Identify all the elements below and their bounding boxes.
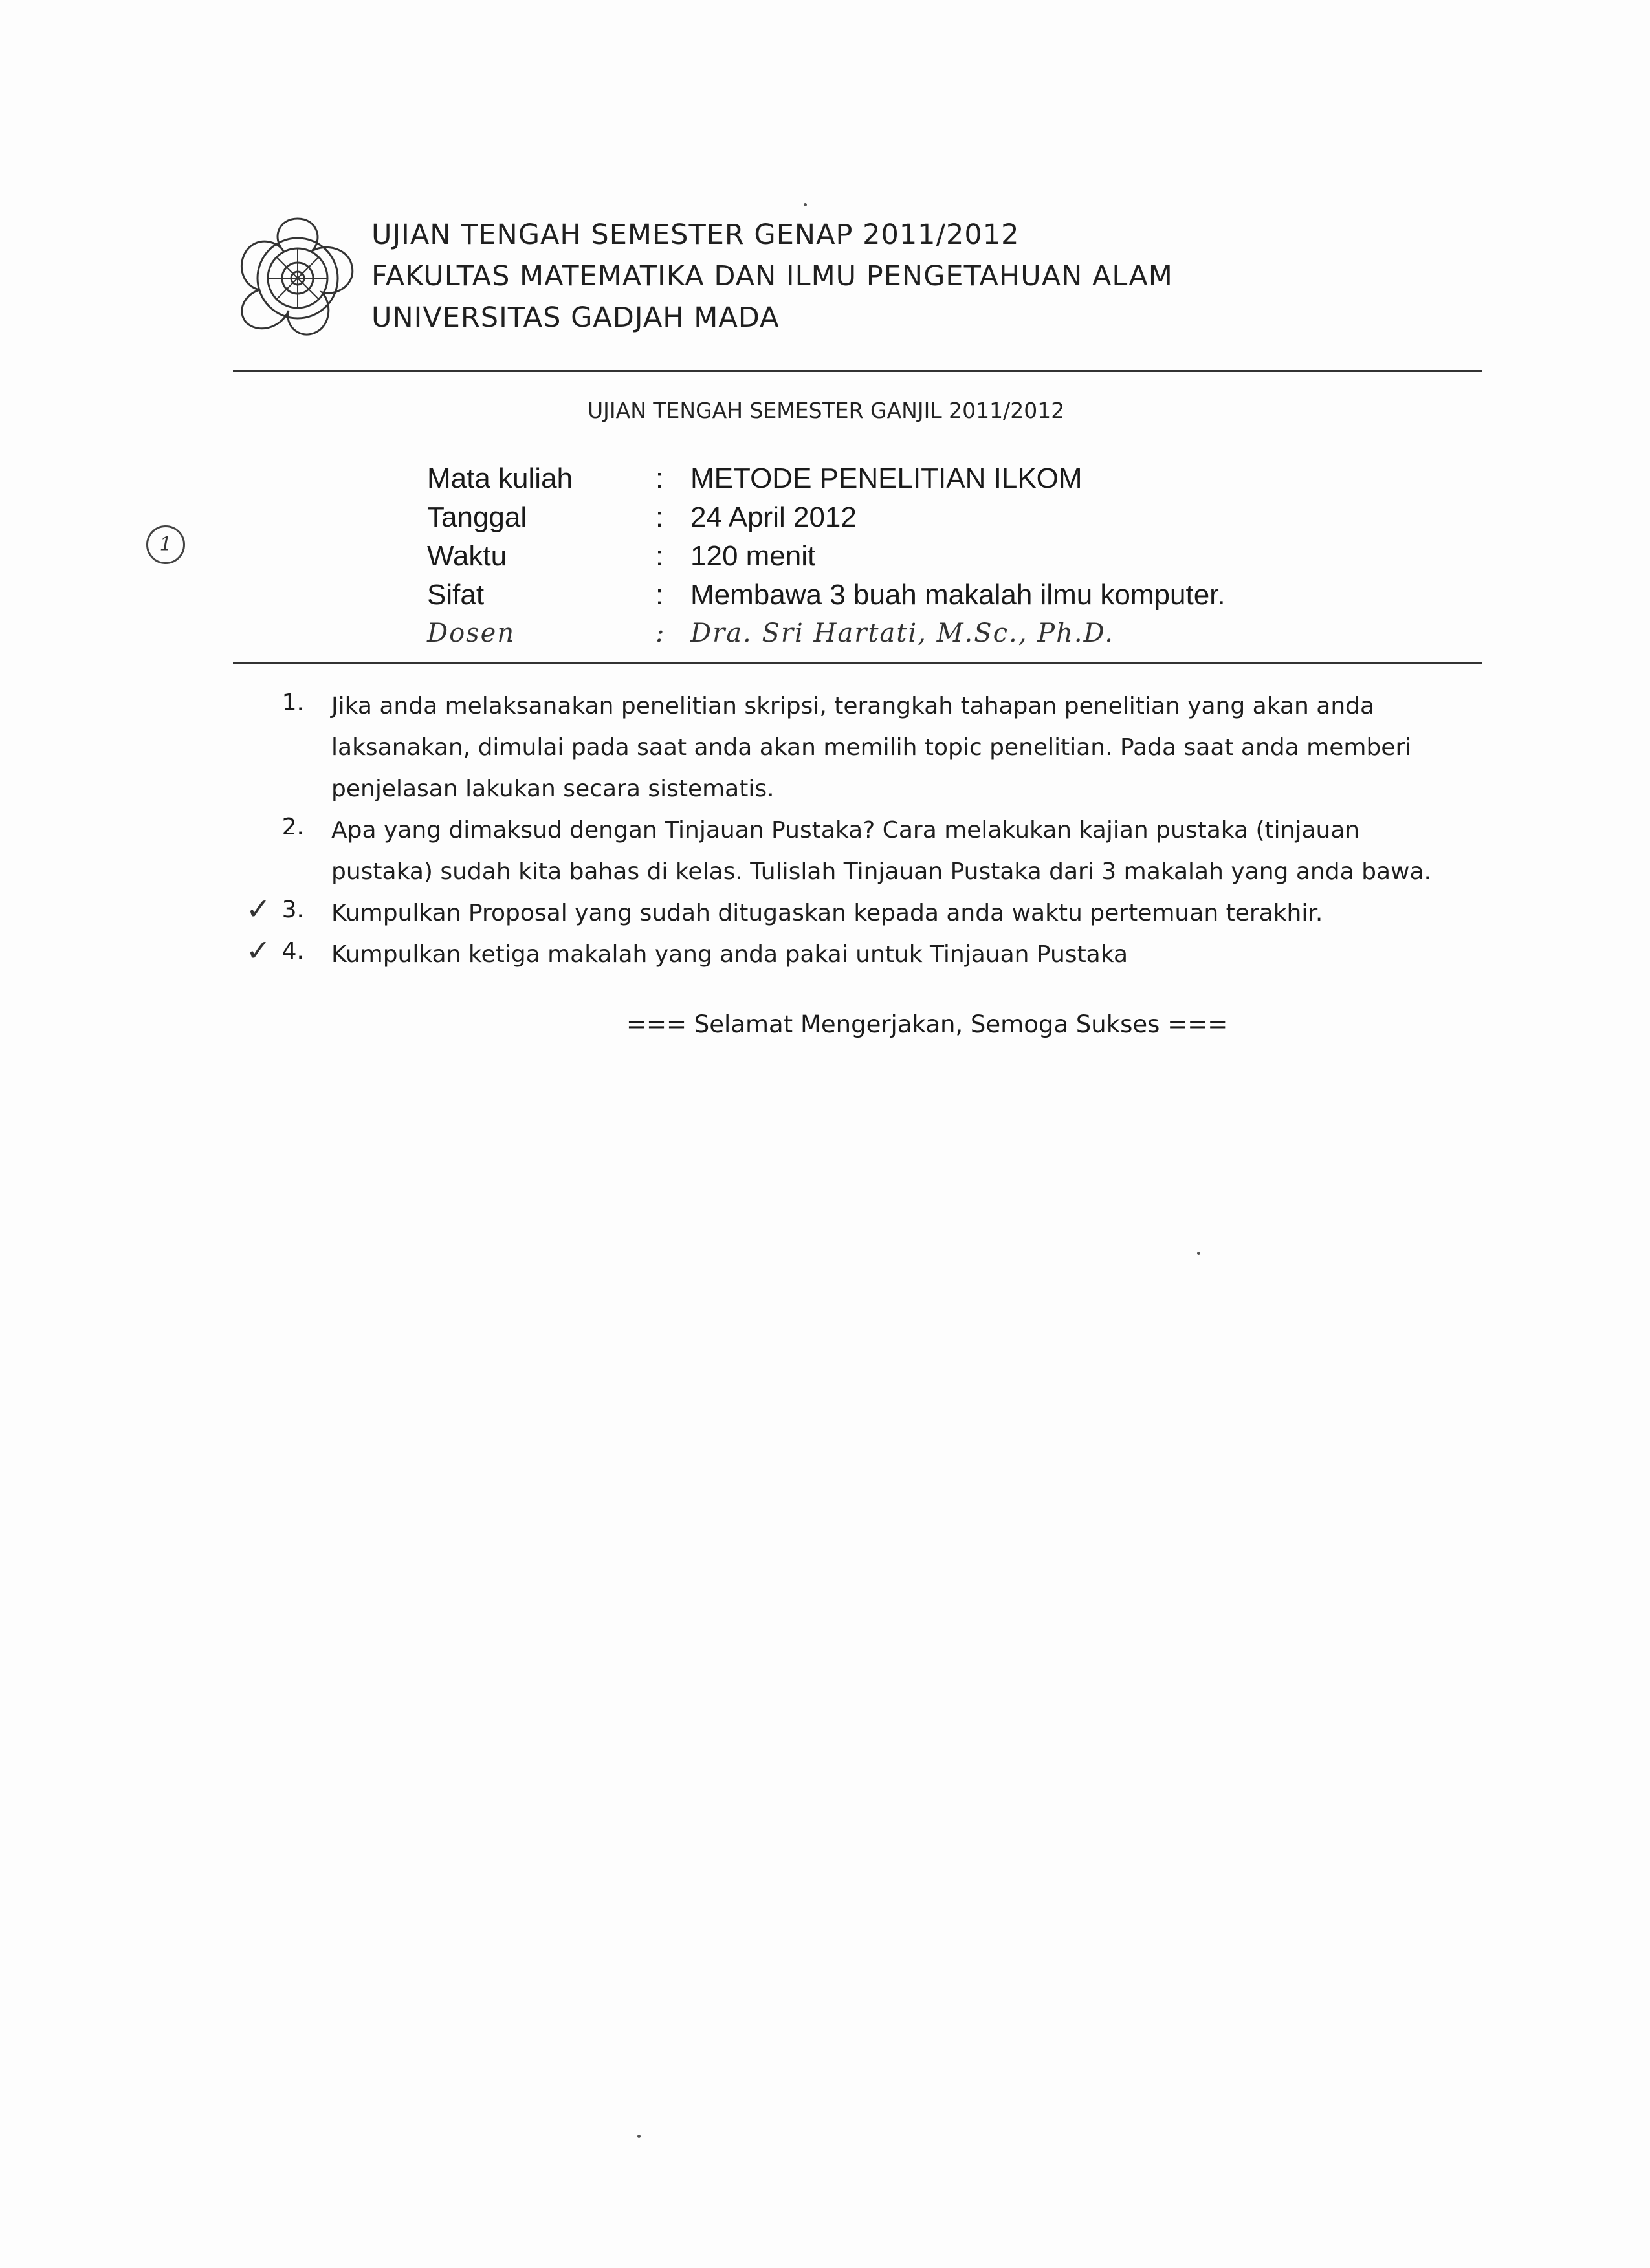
header-line-1: UJIAN TENGAH SEMESTER GENAP 2011/2012 [371,219,1020,251]
info-colon: : [655,618,666,648]
info-value-waktu: 120 menit [690,540,816,572]
info-colon: : [655,463,664,494]
info-divider [233,662,1482,664]
checkmark-icon: ✓ [246,933,271,968]
scan-speck [804,203,807,206]
question-text-4: Kumpulkan ketiga makalah yang anda pakai untuk Tinjauan Pustaka [331,941,1128,968]
info-colon: : [655,579,664,611]
question-number-1: 1. [281,690,304,716]
header-divider [233,370,1482,372]
question-text-3: Kumpulkan Proposal yang sudah ditugaskan kepada anda waktu pertemuan terakhir. [331,900,1323,926]
checkmark-icon: ✓ [246,891,271,926]
question-text-1: Jika anda melaksanakan penelitian skripsi, terangkah tahapan penelitian yang akan anda laksanakan, dimulai pada saat anda akan memilih topic penelitian. Pada saat anda memberi penjelasan lakukan secara sistematis. [331,693,1412,802]
header-line-3: UNIVERSITAS GADJAH MADA [371,301,780,334]
university-seal-icon [233,213,362,343]
question-number-2: 2. [281,814,304,840]
exam-subtitle: UJIAN TENGAH SEMESTER GANJIL 2011/2012 [588,398,1065,423]
info-value-tanggal: 24 April 2012 [690,501,857,533]
info-label-tanggal: Tanggal [427,501,527,533]
info-label-dosen: Dosen [427,618,516,648]
info-label-waktu: Waktu [427,540,507,572]
info-colon: : [655,501,664,533]
info-label-sifat: Sifat [427,579,485,611]
scan-speck [637,2135,641,2138]
page-number-mark: 1 [146,525,185,564]
info-value-sifat: Membawa 3 buah makalah ilmu komputer. [690,579,1226,611]
scan-speck [1197,1252,1200,1255]
info-label-mata-kuliah: Mata kuliah [427,463,573,494]
info-value-mata-kuliah: METODE PENELITIAN ILKOM [690,463,1083,494]
info-value-dosen: Dra. Sri Hartati, M.Sc., Ph.D. [690,618,1114,648]
question-text-2: Apa yang dimaksud dengan Tinjauan Pustaka? Cara melakukan kajian pustaka (tinjauan pustaka) sudah kita bahas di kelas. Tulislah Tinjauan Pustaka dari 3 makalah yang anda bawa. [331,817,1431,885]
question-number-3: 3. [281,897,304,923]
question-number-4: 4. [281,938,304,965]
closing-message: === Selamat Mengerjakan, Semoga Sukses === [626,1010,1228,1038]
info-colon: : [655,540,664,572]
header-line-2: FAKULTAS MATEMATIKA DAN ILMU PENGETAHUAN ALAM [371,260,1173,292]
